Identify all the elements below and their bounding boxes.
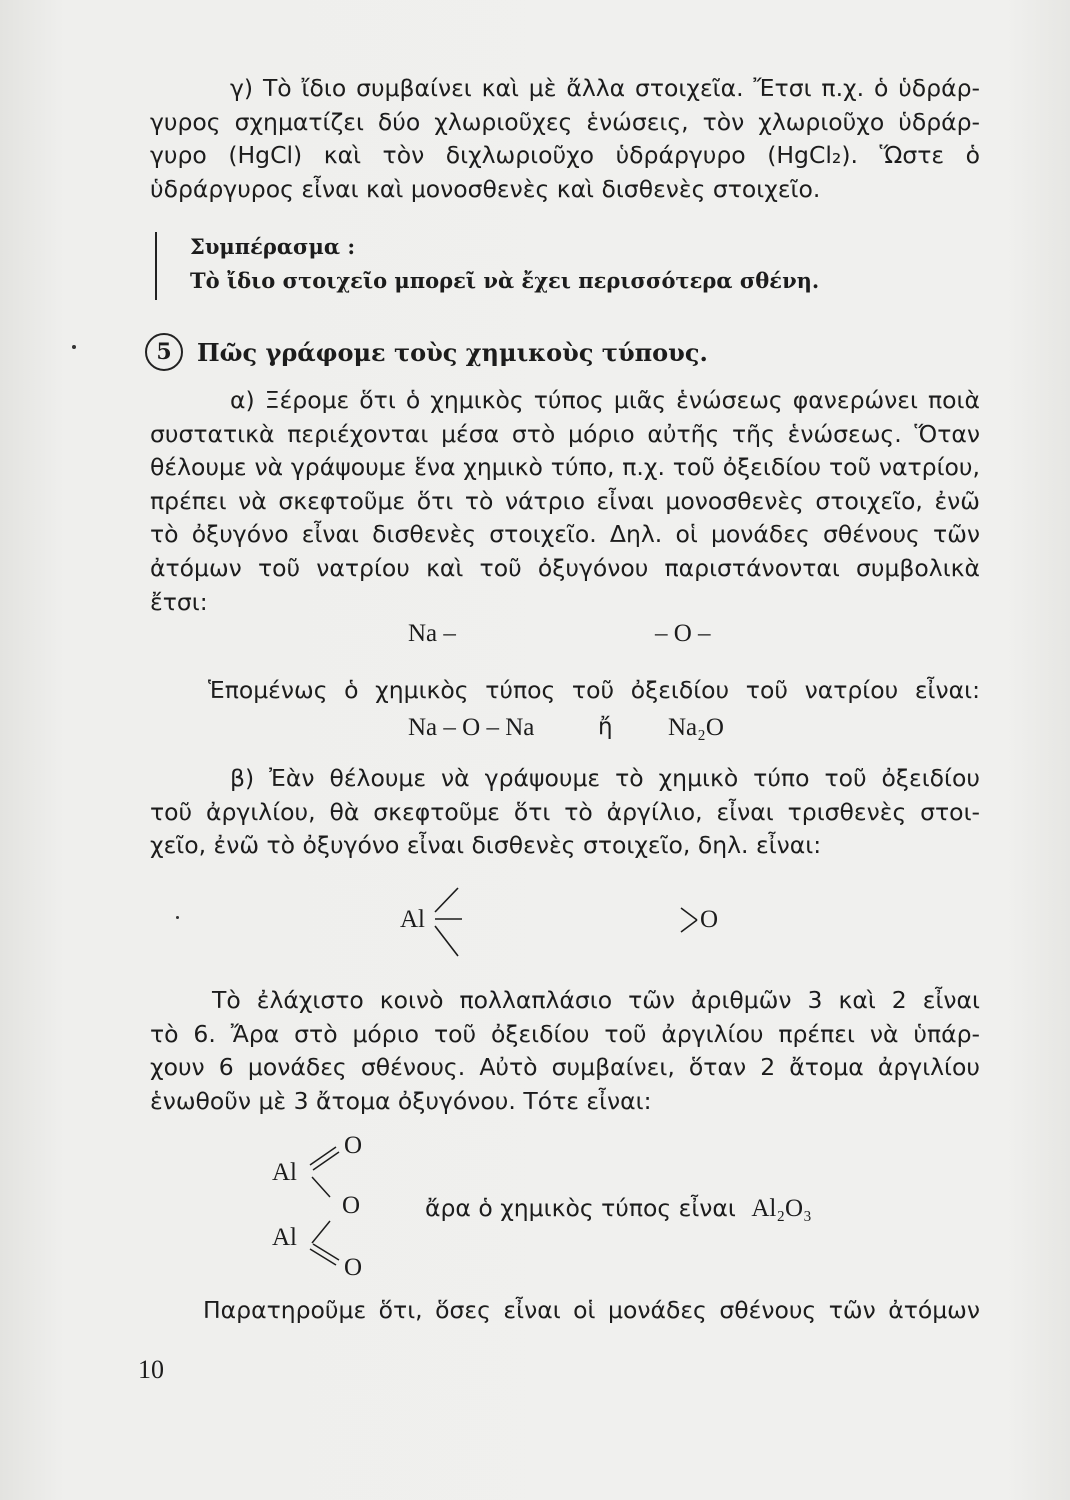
text-line: Ἑπομένως ὁ χημικὸς τύπος τοῦ ὀξειδίου τοῦ νατρίου εἶναι: bbox=[208, 676, 980, 704]
section-number: 5 bbox=[145, 333, 183, 371]
section-heading bbox=[145, 333, 708, 371]
text-line: τοῦ ἀργιλίου, θὰ σκεφτοῦμε ὅτι τὸ ἀργίλιο, εἶναι τρισθενὲς στοι- bbox=[150, 797, 980, 826]
formula-na-valence: Na – bbox=[408, 620, 456, 647]
single-bond-lower bbox=[312, 1221, 330, 1243]
text-line: τὸ ὀξυγόνο εἶναι δισθενὲς στοιχεῖο. Δηλ. οἱ μονάδες σθένους τῶν bbox=[150, 520, 980, 549]
al2o3-formula: Al₂O₃ bbox=[751, 1195, 812, 1222]
paragraph-lcm bbox=[150, 984, 980, 1118]
valence-diagram-al-o bbox=[395, 870, 755, 980]
scan-speck bbox=[72, 345, 76, 349]
al-bottom: Al bbox=[272, 1224, 297, 1251]
al-bond-up bbox=[435, 888, 458, 912]
text-line: ἔτσι: bbox=[150, 587, 208, 616]
text-line: θέλουμε νὰ γράψουμε ἕνα χημικὸ τύπο, π.χ. τοῦ ὀξειδίου τοῦ νατρίου, bbox=[150, 453, 980, 482]
text-line: γ) Τὸ ἴδιο συμβαίνει καὶ μὲ ἄλλα στοιχεῖα. Ἔτσι π.χ. ὁ ὑδράρ- bbox=[230, 74, 980, 102]
paragraph-alpha bbox=[150, 384, 980, 619]
formula-na-o-na: Na – O – Na bbox=[408, 714, 535, 741]
al-bond-down bbox=[435, 926, 458, 956]
conclusion-title: Συμπέρασμα : bbox=[190, 234, 356, 259]
al2o3-conclusion bbox=[425, 1192, 875, 1226]
o-middle: O bbox=[342, 1192, 361, 1219]
o-symbol: O bbox=[700, 906, 719, 933]
text-line: ὑδράργυρος εἶναι καὶ μονοσθενὲς καὶ δισθενὲς στοιχεῖο. bbox=[150, 174, 821, 203]
paragraph-gamma bbox=[150, 72, 980, 206]
text-line: α) Ξέρομε ὅτι ὁ χημικὸς τύπος μιᾶς ἑνώσεως φανερώνει ποιὰ bbox=[230, 386, 980, 414]
or-word: ἤ bbox=[598, 714, 613, 740]
text-line: Παρατηροῦμε ὅτι, ὅσες εἶναι οἱ μονάδες σθένους τῶν ἀτόμων bbox=[203, 1296, 980, 1324]
conclusion-box bbox=[155, 232, 890, 300]
text-line: τὸ 6. Ἄρα στὸ μόριο τοῦ ὀξειδίου τοῦ ἀργιλίου πρέπει νὰ ὑπάρ- bbox=[150, 1019, 980, 1048]
text-line: γυρος σχηματίζει δύο χλωριοῦχες ἑνώσεις, τὸν χλωριοῦχο ὑδράρ- bbox=[150, 107, 980, 136]
o-bottom: O bbox=[344, 1254, 363, 1281]
al-top: Al bbox=[272, 1159, 297, 1186]
paragraph-epomenos bbox=[208, 674, 980, 708]
paragraph-last bbox=[203, 1294, 980, 1328]
double-bond-d bbox=[313, 1244, 339, 1260]
al-symbol: Al bbox=[400, 906, 425, 933]
text-line: Τὸ ἐλάχιστο κοινὸ πολλαπλάσιο τῶν ἀριθμῶν 3 καὶ 2 εἶναι bbox=[212, 986, 980, 1014]
text-line: χουν 6 μονάδες σθένους. Αὐτὸ συμβαίνει, ὅταν 2 ἄτομα ἀργιλίου bbox=[150, 1053, 980, 1082]
text-line: γυρο (HgCl) καὶ τὸν διχλωριοῦχο ὑδράργυρο (HgCl₂). Ὥστε ὁ bbox=[150, 141, 980, 170]
double-bond-c bbox=[310, 1249, 336, 1265]
scan-speck bbox=[176, 916, 179, 919]
conclusion-text: Τὸ ἴδιο στοιχεῖο μπορεῖ νὰ ἔχει περισσότερα σθένη. bbox=[190, 268, 820, 293]
section-title: Πῶς γράφομε τοὺς χημικοὺς τύπους. bbox=[197, 337, 708, 367]
o-top: O bbox=[344, 1132, 363, 1159]
o-bond-up bbox=[681, 908, 697, 920]
structure-al2o3 bbox=[270, 1125, 400, 1281]
text-line: ἀτόμων τοῦ νατρίου καὶ τοῦ ὀξυγόνου παριστάνονται συμβολικὰ bbox=[150, 553, 980, 582]
text-line: πρέπει νὰ σκεφτοῦμε ὅτι τὸ νάτριο εἶναι μονοσθενὲς στοιχεῖο, ἐνῶ bbox=[150, 486, 980, 515]
o-bond-down bbox=[681, 920, 697, 932]
text-line: χεῖο, ἐνῶ τὸ ὀξυγόνο εἶναι δισθενὲς στοιχεῖο, δηλ. εἶναι: bbox=[150, 831, 822, 860]
text-line: συστατικὰ περιέχονται μέσα στὸ μόριο αὐτῆς τῆς ἑνώσεως. Ὅταν bbox=[150, 419, 980, 448]
formula-o-valence: – O – bbox=[655, 620, 711, 647]
page-number: 10 bbox=[138, 1355, 164, 1384]
al2o3-phrase: ἄρα ὁ χημικὸς τύπος εἶναι bbox=[425, 1194, 736, 1222]
formula-na2o: Na₂O bbox=[668, 714, 724, 741]
single-bond-upper bbox=[312, 1177, 330, 1197]
text-line: ἑνωθοῦν μὲ 3 ἄτομα ὀξυγόνου. Τότε εἶναι: bbox=[150, 1086, 652, 1115]
paragraph-beta bbox=[150, 762, 980, 863]
text-line: β) Ἐὰν θέλουμε νὰ γράψουμε τὸ χημικὸ τύπο τοῦ ὀξειδίου bbox=[230, 764, 980, 792]
